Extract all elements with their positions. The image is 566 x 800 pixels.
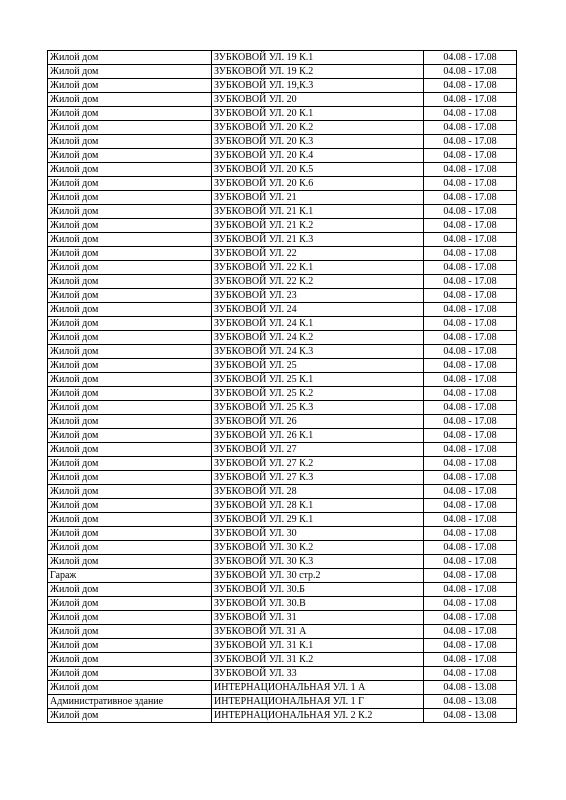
address-cell: ЗУБКОВОЙ УЛ. 19 К.2 bbox=[212, 65, 424, 79]
address-cell: ЗУБКОВОЙ УЛ. 20 К.3 bbox=[212, 135, 424, 149]
period-cell: 04.08 - 17.08 bbox=[424, 135, 517, 149]
period-cell: 04.08 - 17.08 bbox=[424, 569, 517, 583]
building-type-cell: Жилой дом bbox=[48, 485, 212, 499]
table-row bbox=[48, 597, 517, 611]
building-type-cell: Жилой дом bbox=[48, 499, 212, 513]
address-cell: ЗУБКОВОЙ УЛ. 30.Б bbox=[212, 583, 424, 597]
building-type-cell: Жилой дом bbox=[48, 471, 212, 485]
building-type-cell: Жилой дом bbox=[48, 597, 212, 611]
table-row bbox=[48, 163, 517, 177]
period-cell: 04.08 - 17.08 bbox=[424, 429, 517, 443]
building-type-cell: Жилой дом bbox=[48, 541, 212, 555]
building-type-cell: Жилой дом bbox=[48, 639, 212, 653]
period-cell: 04.08 - 17.08 bbox=[424, 653, 517, 667]
address-cell: ЗУБКОВОЙ УЛ. 22 bbox=[212, 247, 424, 261]
table-row bbox=[48, 639, 517, 653]
building-type-cell: Жилой дом bbox=[48, 513, 212, 527]
address-cell: ЗУБКОВОЙ УЛ. 29 К.1 bbox=[212, 513, 424, 527]
building-type-cell: Жилой дом bbox=[48, 219, 212, 233]
table-row bbox=[48, 625, 517, 639]
building-type-cell: Жилой дом bbox=[48, 555, 212, 569]
address-cell: ЗУБКОВОЙ УЛ. 20 К.6 bbox=[212, 177, 424, 191]
building-type-cell: Жилой дом bbox=[48, 681, 212, 695]
address-cell: ЗУБКОВОЙ УЛ. 22 К.2 bbox=[212, 275, 424, 289]
period-cell: 04.08 - 17.08 bbox=[424, 79, 517, 93]
address-cell: ЗУБКОВОЙ УЛ. 27 К.3 bbox=[212, 471, 424, 485]
period-cell: 04.08 - 17.08 bbox=[424, 65, 517, 79]
table-row bbox=[48, 331, 517, 345]
table-row bbox=[48, 583, 517, 597]
period-cell: 04.08 - 17.08 bbox=[424, 639, 517, 653]
building-type-cell: Жилой дом bbox=[48, 401, 212, 415]
address-cell: ЗУБКОВОЙ УЛ. 23 bbox=[212, 289, 424, 303]
period-cell: 04.08 - 17.08 bbox=[424, 191, 517, 205]
building-type-cell: Жилой дом bbox=[48, 247, 212, 261]
building-type-cell: Жилой дом bbox=[48, 583, 212, 597]
period-cell: 04.08 - 17.08 bbox=[424, 345, 517, 359]
address-cell: ЗУБКОВОЙ УЛ. 26 К.1 bbox=[212, 429, 424, 443]
table-row bbox=[48, 681, 517, 695]
period-cell: 04.08 - 17.08 bbox=[424, 485, 517, 499]
address-cell: ЗУБКОВОЙ УЛ. 27 bbox=[212, 443, 424, 457]
building-type-cell: Жилой дом bbox=[48, 149, 212, 163]
building-type-cell: Жилой дом bbox=[48, 107, 212, 121]
table-row bbox=[48, 135, 517, 149]
table-row bbox=[48, 499, 517, 513]
table-row bbox=[48, 653, 517, 667]
building-type-cell: Жилой дом bbox=[48, 345, 212, 359]
period-cell: 04.08 - 17.08 bbox=[424, 289, 517, 303]
period-cell: 04.08 - 17.08 bbox=[424, 499, 517, 513]
table-row bbox=[48, 289, 517, 303]
table-row bbox=[48, 611, 517, 625]
period-cell: 04.08 - 17.08 bbox=[424, 555, 517, 569]
table-row bbox=[48, 709, 517, 723]
building-type-cell: Жилой дом bbox=[48, 233, 212, 247]
address-cell: ЗУБКОВОЙ УЛ. 19,К.3 bbox=[212, 79, 424, 93]
period-cell: 04.08 - 17.08 bbox=[424, 93, 517, 107]
address-cell: ЗУБКОВОЙ УЛ. 22 К.1 bbox=[212, 261, 424, 275]
period-cell: 04.08 - 13.08 bbox=[424, 709, 517, 723]
period-cell: 04.08 - 17.08 bbox=[424, 471, 517, 485]
building-type-cell: Жилой дом bbox=[48, 51, 212, 65]
table-row bbox=[48, 247, 517, 261]
table-row bbox=[48, 107, 517, 121]
address-cell: ЗУБКОВОЙ УЛ. 24 bbox=[212, 303, 424, 317]
address-cell: ЗУБКОВОЙ УЛ. 30 К.3 bbox=[212, 555, 424, 569]
building-type-cell: Жилой дом bbox=[48, 625, 212, 639]
address-cell: ЗУБКОВОЙ УЛ. 25 К.1 bbox=[212, 373, 424, 387]
period-cell: 04.08 - 17.08 bbox=[424, 163, 517, 177]
table-row bbox=[48, 261, 517, 275]
period-cell: 04.08 - 17.08 bbox=[424, 107, 517, 121]
table-row bbox=[48, 345, 517, 359]
period-cell: 04.08 - 17.08 bbox=[424, 51, 517, 65]
table-row bbox=[48, 177, 517, 191]
building-type-cell: Жилой дом bbox=[48, 317, 212, 331]
address-cell: ЗУБКОВОЙ УЛ. 33 bbox=[212, 667, 424, 681]
address-cell: ЗУБКОВОЙ УЛ. 20 К.1 bbox=[212, 107, 424, 121]
building-type-cell: Жилой дом bbox=[48, 275, 212, 289]
period-cell: 04.08 - 17.08 bbox=[424, 625, 517, 639]
address-cell: ЗУБКОВОЙ УЛ. 21 К.3 bbox=[212, 233, 424, 247]
period-cell: 04.08 - 17.08 bbox=[424, 667, 517, 681]
address-cell: ЗУБКОВОЙ УЛ. 31 bbox=[212, 611, 424, 625]
building-type-cell: Жилой дом bbox=[48, 653, 212, 667]
address-cell: ЗУБКОВОЙ УЛ. 24 К.2 bbox=[212, 331, 424, 345]
period-cell: 04.08 - 17.08 bbox=[424, 611, 517, 625]
address-cell: ЗУБКОВОЙ УЛ. 31 А bbox=[212, 625, 424, 639]
table-row bbox=[48, 513, 517, 527]
address-cell: ЗУБКОВОЙ УЛ. 28 К.1 bbox=[212, 499, 424, 513]
building-type-cell: Жилой дом bbox=[48, 429, 212, 443]
building-type-cell: Жилой дом bbox=[48, 177, 212, 191]
address-cell: ЗУБКОВОЙ УЛ. 20 К.5 bbox=[212, 163, 424, 177]
table-row bbox=[48, 93, 517, 107]
period-cell: 04.08 - 17.08 bbox=[424, 527, 517, 541]
table-row bbox=[48, 415, 517, 429]
table-row bbox=[48, 527, 517, 541]
period-cell: 04.08 - 13.08 bbox=[424, 695, 517, 709]
building-type-cell: Жилой дом bbox=[48, 415, 212, 429]
table-row bbox=[48, 121, 517, 135]
building-type-cell: Жилой дом bbox=[48, 443, 212, 457]
table-row bbox=[48, 401, 517, 415]
building-type-cell: Жилой дом bbox=[48, 709, 212, 723]
building-type-cell: Жилой дом bbox=[48, 457, 212, 471]
table-row bbox=[48, 667, 517, 681]
table-row bbox=[48, 387, 517, 401]
period-cell: 04.08 - 17.08 bbox=[424, 303, 517, 317]
period-cell: 04.08 - 17.08 bbox=[424, 359, 517, 373]
address-cell: ЗУБКОВОЙ УЛ. 20 bbox=[212, 93, 424, 107]
period-cell: 04.08 - 17.08 bbox=[424, 513, 517, 527]
period-cell: 04.08 - 17.08 bbox=[424, 205, 517, 219]
period-cell: 04.08 - 17.08 bbox=[424, 149, 517, 163]
table-row bbox=[48, 359, 517, 373]
address-cell: ЗУБКОВОЙ УЛ. 27 К.2 bbox=[212, 457, 424, 471]
address-cell: ЗУБКОВОЙ УЛ. 21 К.2 bbox=[212, 219, 424, 233]
outage-table bbox=[47, 50, 517, 723]
address-cell: ЗУБКОВОЙ УЛ. 30 К.2 bbox=[212, 541, 424, 555]
building-type-cell: Жилой дом bbox=[48, 65, 212, 79]
address-cell: ЗУБКОВОЙ УЛ. 24 К.3 bbox=[212, 345, 424, 359]
period-cell: 04.08 - 13.08 bbox=[424, 681, 517, 695]
table-row bbox=[48, 695, 517, 709]
period-cell: 04.08 - 17.08 bbox=[424, 317, 517, 331]
building-type-cell: Жилой дом bbox=[48, 387, 212, 401]
table-row bbox=[48, 51, 517, 65]
period-cell: 04.08 - 17.08 bbox=[424, 219, 517, 233]
table-row bbox=[48, 429, 517, 443]
building-type-cell: Жилой дом bbox=[48, 163, 212, 177]
building-type-cell: Жилой дом bbox=[48, 191, 212, 205]
table-row bbox=[48, 317, 517, 331]
period-cell: 04.08 - 17.08 bbox=[424, 387, 517, 401]
address-cell: ЗУБКОВОЙ УЛ. 25 К.3 bbox=[212, 401, 424, 415]
address-cell: ИНТЕРНАЦИОНАЛЬНАЯ УЛ. 2 К.2 bbox=[212, 709, 424, 723]
building-type-cell: Жилой дом bbox=[48, 261, 212, 275]
table-row bbox=[48, 457, 517, 471]
table-body bbox=[48, 51, 517, 723]
period-cell: 04.08 - 17.08 bbox=[424, 177, 517, 191]
table-row bbox=[48, 471, 517, 485]
building-type-cell: Гараж bbox=[48, 569, 212, 583]
building-type-cell: Жилой дом bbox=[48, 93, 212, 107]
building-type-cell: Административное здание bbox=[48, 695, 212, 709]
table-row bbox=[48, 275, 517, 289]
building-type-cell: Жилой дом bbox=[48, 135, 212, 149]
table-row bbox=[48, 303, 517, 317]
table-row bbox=[48, 233, 517, 247]
building-type-cell: Жилой дом bbox=[48, 527, 212, 541]
table-row bbox=[48, 219, 517, 233]
period-cell: 04.08 - 17.08 bbox=[424, 121, 517, 135]
period-cell: 04.08 - 17.08 bbox=[424, 233, 517, 247]
address-cell: ЗУБКОВОЙ УЛ. 21 К.1 bbox=[212, 205, 424, 219]
table-row bbox=[48, 555, 517, 569]
period-cell: 04.08 - 17.08 bbox=[424, 331, 517, 345]
table-row bbox=[48, 373, 517, 387]
building-type-cell: Жилой дом bbox=[48, 667, 212, 681]
table-row bbox=[48, 569, 517, 583]
address-cell: ЗУБКОВОЙ УЛ. 19 К.1 bbox=[212, 51, 424, 65]
building-type-cell: Жилой дом bbox=[48, 121, 212, 135]
address-cell: ЗУБКОВОЙ УЛ. 21 bbox=[212, 191, 424, 205]
table-row bbox=[48, 149, 517, 163]
address-cell: ЗУБКОВОЙ УЛ. 24 К.1 bbox=[212, 317, 424, 331]
period-cell: 04.08 - 17.08 bbox=[424, 275, 517, 289]
building-type-cell: Жилой дом bbox=[48, 303, 212, 317]
address-cell: ЗУБКОВОЙ УЛ. 25 bbox=[212, 359, 424, 373]
address-cell: ИНТЕРНАЦИОНАЛЬНАЯ УЛ. 1 А bbox=[212, 681, 424, 695]
period-cell: 04.08 - 17.08 bbox=[424, 583, 517, 597]
building-type-cell: Жилой дом bbox=[48, 611, 212, 625]
period-cell: 04.08 - 17.08 bbox=[424, 457, 517, 471]
table-row bbox=[48, 541, 517, 555]
address-cell: ЗУБКОВОЙ УЛ. 30.В bbox=[212, 597, 424, 611]
address-cell: ИНТЕРНАЦИОНАЛЬНАЯ УЛ. 1 Г bbox=[212, 695, 424, 709]
address-cell: ЗУБКОВОЙ УЛ. 30 bbox=[212, 527, 424, 541]
period-cell: 04.08 - 17.08 bbox=[424, 541, 517, 555]
period-cell: 04.08 - 17.08 bbox=[424, 261, 517, 275]
address-cell: ЗУБКОВОЙ УЛ. 20 К.2 bbox=[212, 121, 424, 135]
building-type-cell: Жилой дом bbox=[48, 331, 212, 345]
building-type-cell: Жилой дом bbox=[48, 289, 212, 303]
address-cell: ЗУБКОВОЙ УЛ. 26 bbox=[212, 415, 424, 429]
period-cell: 04.08 - 17.08 bbox=[424, 247, 517, 261]
address-cell: ЗУБКОВОЙ УЛ. 20 К.4 bbox=[212, 149, 424, 163]
building-type-cell: Жилой дом bbox=[48, 79, 212, 93]
period-cell: 04.08 - 17.08 bbox=[424, 373, 517, 387]
table-row bbox=[48, 191, 517, 205]
table-row bbox=[48, 205, 517, 219]
period-cell: 04.08 - 17.08 bbox=[424, 597, 517, 611]
address-cell: ЗУБКОВОЙ УЛ. 30 стр.2 bbox=[212, 569, 424, 583]
address-cell: ЗУБКОВОЙ УЛ. 31 К.1 bbox=[212, 639, 424, 653]
building-type-cell: Жилой дом bbox=[48, 205, 212, 219]
address-cell: ЗУБКОВОЙ УЛ. 28 bbox=[212, 485, 424, 499]
building-type-cell: Жилой дом bbox=[48, 373, 212, 387]
table-row bbox=[48, 79, 517, 93]
building-type-cell: Жилой дом bbox=[48, 359, 212, 373]
address-cell: ЗУБКОВОЙ УЛ. 31 К.2 bbox=[212, 653, 424, 667]
table-row bbox=[48, 485, 517, 499]
period-cell: 04.08 - 17.08 bbox=[424, 401, 517, 415]
period-cell: 04.08 - 17.08 bbox=[424, 443, 517, 457]
table-row bbox=[48, 443, 517, 457]
table-row bbox=[48, 65, 517, 79]
period-cell: 04.08 - 17.08 bbox=[424, 415, 517, 429]
address-cell: ЗУБКОВОЙ УЛ. 25 К.2 bbox=[212, 387, 424, 401]
